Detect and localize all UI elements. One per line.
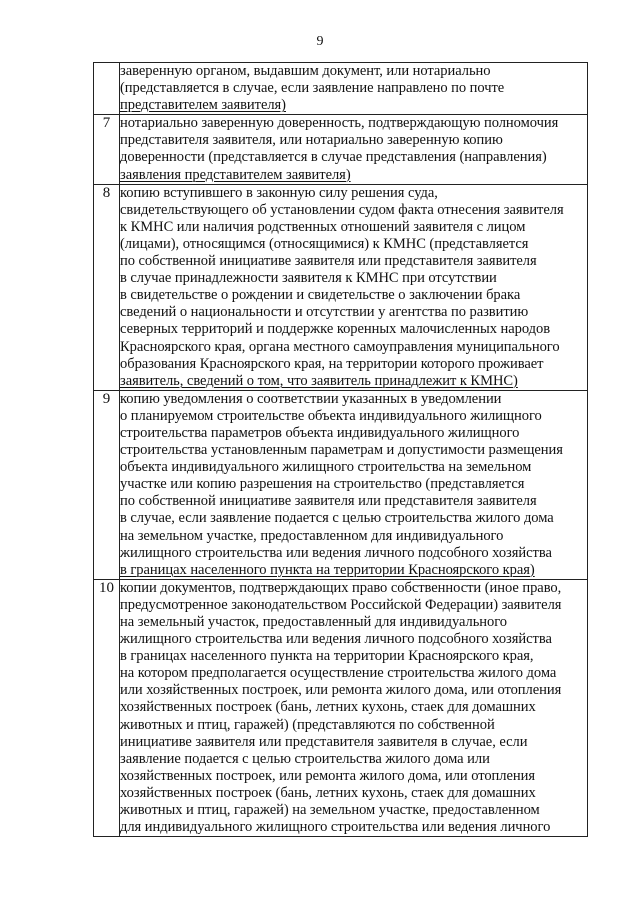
text-line: в границах населенного пункта на территории Красноярского края) xyxy=(120,561,535,578)
text-line: заявления представителем заявителя) xyxy=(120,166,351,183)
text-line: сведений о национальности и отсутствии у агентства по развитию xyxy=(120,304,529,321)
text-line: на земельный участок, предоставленный для индивидуального xyxy=(120,614,508,630)
text-line: заявитель, сведений о том, что заявитель принадлежит к КМНС) xyxy=(120,372,518,389)
row-text xyxy=(120,579,588,836)
text-line: копию уведомления о соответствии указанных в уведомлении xyxy=(120,390,502,407)
row-text xyxy=(120,184,588,390)
text-line: копию вступившего в законную силу решения суда, xyxy=(120,184,438,201)
table-row xyxy=(94,184,588,390)
text-line: северных территорий и поддержке коренных малочисленных народов xyxy=(120,321,551,338)
row-number: 8 xyxy=(94,184,120,390)
text-line: представителем заявителя) xyxy=(120,97,286,114)
text-line: о планируемом строительстве объекта индивидуального жилищного xyxy=(120,407,542,424)
table-row xyxy=(94,63,588,115)
row-text xyxy=(120,63,588,115)
row-number: 9 xyxy=(94,390,120,579)
text-line: копии документов, подтверждающих право собственности (иное право, xyxy=(120,579,562,596)
text-line: или хозяйственных построек, или ремонта жилого дома, или отопления xyxy=(120,682,562,699)
table-row xyxy=(94,390,588,579)
text-line: жилищного строительства или ведения личного подсобного хозяйства xyxy=(120,631,552,648)
text-line: животных и птиц, гаражей) на земельном участке, предоставленном xyxy=(120,802,540,819)
text-line: (лицами), относящимся (относящимися) к КМНС (представляется xyxy=(120,235,529,252)
text-line: инициативе заявителя или представителя заявителя в случае, если xyxy=(120,733,528,750)
documents-table xyxy=(93,62,588,837)
text-line: хозяйственных построек (бань, летних кухонь, стаек для домашних xyxy=(120,784,536,801)
text-line: участке или копию разрешения на строительство (представляется xyxy=(120,476,525,493)
text-line: (представляется в случае, если заявление направлено по почте xyxy=(120,80,505,97)
text-line: для индивидуального жилищного строительства или ведения личного xyxy=(120,819,551,836)
text-line: хозяйственных построек (бань, летних кухонь, стаек для домашних xyxy=(120,699,536,716)
text-line: по собственной инициативе заявителя или представителя заявителя xyxy=(120,253,537,270)
text-line: нотариально заверенную доверенность, подтверждающую полномочия xyxy=(120,115,559,132)
text-line: образования Красноярского края, на территории которого проживает xyxy=(120,355,544,372)
table-row xyxy=(94,115,588,184)
text-line: объекта индивидуального жилищного строительства на земельном xyxy=(120,459,532,476)
row-number: 7 xyxy=(94,115,120,184)
text-line: предусмотренное законодательством Российской Федерации) заявителя xyxy=(120,596,562,613)
text-line: представителя заявителя, или нотариально заверенную копию xyxy=(120,132,503,149)
text-line: в границах населенного пункта на территории Красноярского края, xyxy=(120,648,534,665)
text-line: к КМНС или наличия родственных отношений заявителя с лицом xyxy=(120,218,526,235)
text-line: доверенности (представляется в случае представления (направления) xyxy=(120,149,547,166)
text-line: на земельном участке, предоставленном для индивидуального xyxy=(120,527,504,544)
text-line: Красноярского края, органа местного самоуправления муниципального xyxy=(120,338,560,355)
row-text xyxy=(120,390,588,579)
text-line: заявление подается с целью строительства жилого дома или xyxy=(120,750,490,767)
text-line: в случае, если заявление подается с целью строительства жилого дома xyxy=(120,510,554,527)
text-line: жилищного строительства или ведения личного подсобного хозяйства xyxy=(120,544,552,561)
text-line: хозяйственных построек, или ремонта жилого дома, или отопления xyxy=(120,767,535,784)
text-line: заверенную органом, выдавшим документ, или нотариально xyxy=(120,63,491,79)
page-number: 9 xyxy=(316,34,324,49)
text-line: животных и птиц, гаражей) (представляются по собственной xyxy=(120,716,495,733)
row-number: 10 xyxy=(94,579,120,836)
row-number xyxy=(94,63,120,115)
text-line: в случае принадлежности заявителя к КМНС при отсутствии xyxy=(120,270,497,287)
text-line: в свидетельстве о рождении и свидетельстве о заключении брака xyxy=(120,287,521,304)
text-line: свидетельствующего об установлении судом факта отнесения заявителя xyxy=(120,201,564,218)
row-text xyxy=(120,115,588,184)
text-line: строительства установленным параметрам и допустимости размещения xyxy=(120,442,563,459)
table-row xyxy=(94,579,588,836)
text-line: на котором предполагается осуществление строительства жилого дома xyxy=(120,665,557,682)
text-line: по собственной инициативе заявителя или представителя заявителя xyxy=(120,493,537,510)
text-line: строительства параметров объекта индивидуального жилищного xyxy=(120,424,520,441)
